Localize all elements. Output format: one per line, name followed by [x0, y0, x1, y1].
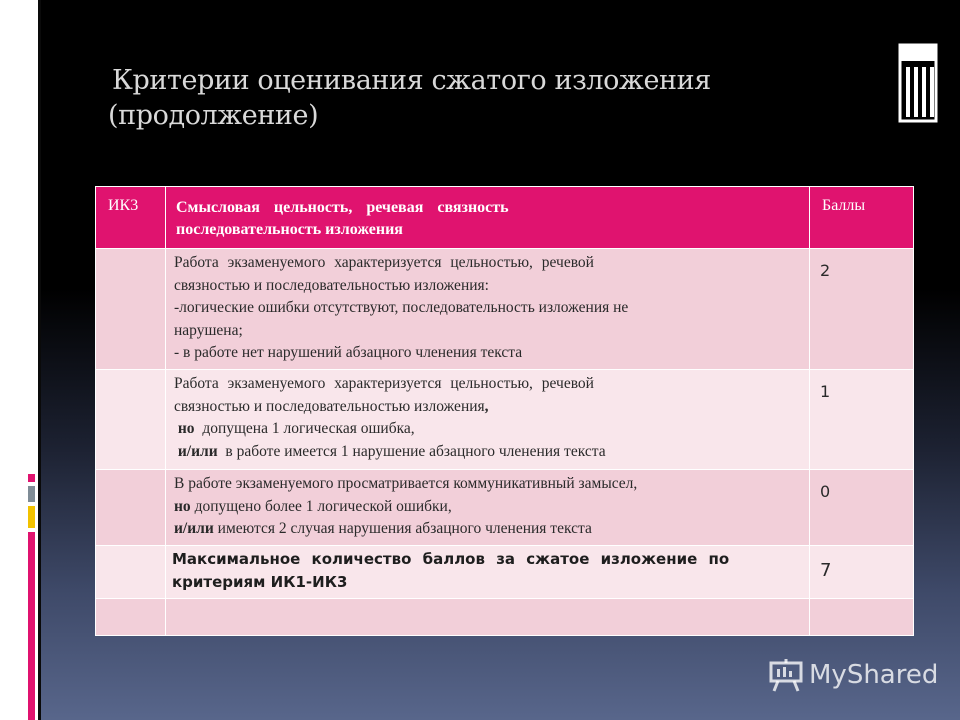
empty-cell — [166, 599, 810, 636]
side-deco-pink-long — [28, 532, 35, 720]
table-row — [96, 470, 914, 546]
row-line-comma: , — [484, 397, 489, 415]
row-line: Работа экзаменуемого характеризуется цельностью, речевой — [174, 375, 594, 392]
side-deco-pink-top — [28, 474, 35, 482]
table-header-row — [96, 187, 914, 249]
slide-title — [108, 63, 752, 133]
row-line-text: допущено более 1 логической ошибки, — [194, 497, 452, 515]
row-keyword: но — [174, 497, 191, 515]
max-line-1: Максимальное количество баллов за сжатое изложение по — [172, 550, 730, 568]
side-deco-gray — [28, 486, 35, 502]
row-line: В работе экзаменуемого просматривается коммуникативный замысел, — [174, 475, 638, 492]
presentation-board-icon — [768, 657, 804, 693]
row-line-text: связностью и последовательностью изложения — [174, 397, 485, 415]
header-points: Баллы — [810, 187, 914, 249]
row-line: нарушена; — [174, 321, 243, 339]
row-code-cell — [96, 470, 166, 546]
row-points: 2 — [810, 249, 914, 370]
row-line — [174, 396, 803, 419]
row-line-text: допущена 1 логическая ошибка, — [202, 420, 415, 437]
header-criterion — [166, 187, 810, 249]
table-empty-row — [96, 599, 914, 636]
criteria-table — [95, 186, 914, 636]
row-line: - в работе нет нарушений абзацного членения текста — [174, 344, 523, 361]
row-code-cell — [96, 370, 166, 470]
corner-decoration-icon — [898, 43, 938, 123]
row-keyword: но — [177, 420, 195, 437]
left-edge-bar — [38, 0, 41, 720]
row-line — [174, 418, 803, 441]
table-row — [96, 249, 914, 370]
row-keyword: и/или — [177, 442, 218, 460]
row-line: Работа экзаменуемого характеризуется цельностью, речевой — [174, 254, 594, 271]
empty-cell — [810, 599, 914, 636]
side-deco-yellow — [28, 506, 35, 528]
row-line-text: имеются 2 случая нарушения абзацного членения текста — [217, 520, 592, 537]
row-description — [166, 249, 810, 370]
empty-cell — [96, 599, 166, 636]
max-points-description — [166, 546, 810, 599]
row-line — [174, 441, 803, 464]
row-line-text: в работе имеется 1 нарушение абзацного членения текста — [225, 442, 606, 460]
max-line-2: критериям ИК1-ИК3 — [172, 573, 348, 591]
row-description — [166, 470, 810, 546]
row-line — [174, 518, 803, 541]
row-line — [174, 496, 803, 519]
row-points: 0 — [810, 470, 914, 546]
header-criterion-line-2: последовательность изложения — [176, 221, 403, 238]
max-points-value: 7 — [810, 546, 914, 599]
row-line: связностью и последовательностью изложения: — [174, 276, 489, 294]
header-code: ИК3 — [96, 187, 166, 249]
title-line-1: Критерии оценивания сжатого изложения — [112, 65, 711, 96]
header-criterion-line-1: Смысловая цельность, речевая связность — [176, 199, 509, 216]
watermark — [768, 655, 948, 695]
row-code-cell — [96, 249, 166, 370]
row-description — [166, 370, 810, 470]
title-line-2: (продолжение) — [108, 100, 319, 131]
row-code-cell — [96, 546, 166, 599]
row-keyword: и/или — [174, 520, 214, 537]
row-line: -логические ошибки отсутствуют, последовательность изложения не — [174, 299, 629, 316]
row-points: 1 — [810, 370, 914, 470]
watermark-text: MyShared — [809, 660, 939, 690]
table-max-row — [96, 546, 914, 599]
table-row — [96, 370, 914, 470]
